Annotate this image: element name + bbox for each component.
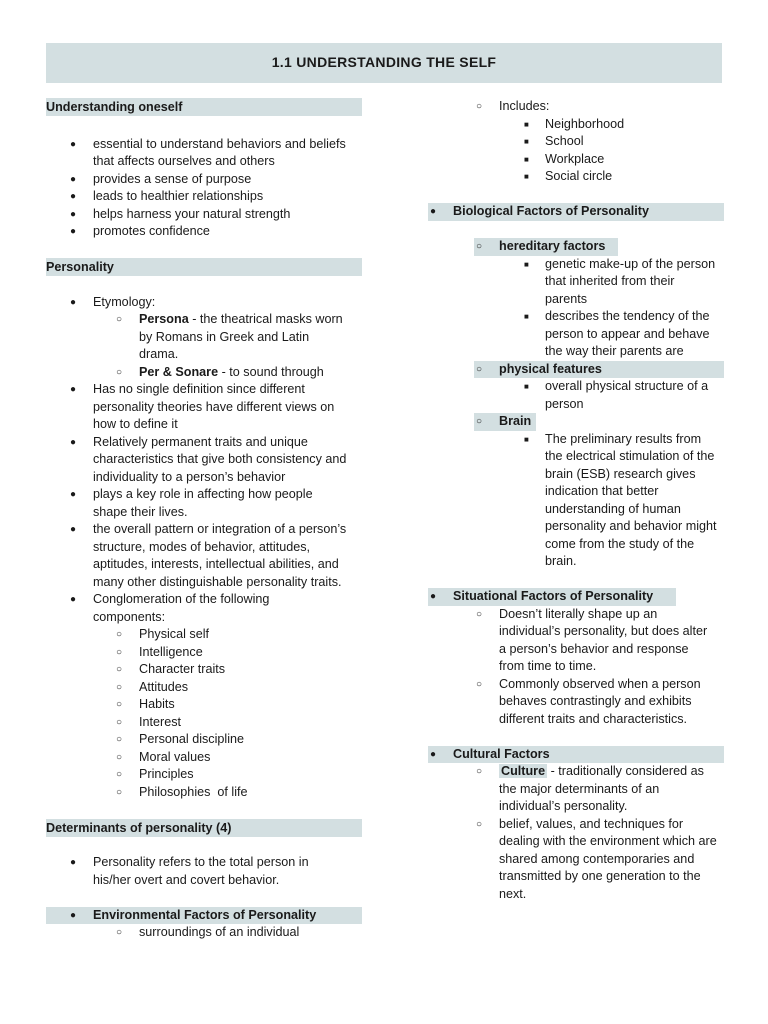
list-item: ○ Culture - traditionally considered as the major determinants of an individual’s personality.	[476, 764, 704, 813]
list-item: ■ overall physical structure of a person	[524, 379, 709, 411]
list-item: ○ Persona - the theatrical masks worn by Romans in Greek and Latin drama.	[116, 312, 343, 361]
subsection-heading-biological: ● Biological Factors of Personality	[428, 203, 724, 221]
list-item: ■ genetic make-up of the person that inherited from their parents	[524, 256, 716, 306]
sub-heading-hereditary: ○ hereditary factors	[474, 238, 618, 256]
subsection-heading-situational: ● Situational Factors of Personality	[428, 588, 676, 606]
list-item: ● Conglomeration of the following components:	[70, 592, 270, 624]
subsection-heading-cultural: ● Cultural Factors	[428, 746, 724, 764]
list-item: ○ surroundings of an individual	[116, 925, 300, 939]
list-item: ● essential to understand behaviors and beliefs that affects ourselves and others	[70, 136, 346, 168]
subsection-heading-environmental: ● Environmental Factors of Personality	[46, 907, 362, 925]
list-item: ■ Neighborhood	[524, 116, 625, 131]
list-item: ● Etymology:	[70, 294, 156, 309]
section-heading-determinants: Determinants of personality (4)	[46, 819, 362, 837]
right-column	[428, 98, 724, 903]
list-item: ● Personality refers to the total person in his/her overt and covert behavior.	[70, 855, 309, 887]
list-item: ■ The preliminary results from the electrical stimulation of the brain (ESB) research gives indication that better understanding of human personality and behavior might come from the study of the brain.	[524, 431, 717, 568]
list-item: ○ Attitudes	[116, 679, 189, 694]
list-item: ■ Social circle	[524, 169, 613, 183]
list-item: ○ Per & Sonare - to sound through	[116, 364, 324, 379]
list-item: ■ describes the tendency of the person to appear and behave the way their parents are	[524, 309, 710, 358]
list-item: ● Relatively permanent traits and unique characteristics that give both consistency and individuality to a person’s behavior	[70, 434, 347, 484]
list-item: ● helps harness your natural strength	[70, 206, 291, 221]
list-item: ● the overall pattern or integration of a person’s structure, modes of behavior, attitudes, aptitudes, interests, intellectual abilities, and many other distinguishable personality traits.	[70, 522, 347, 589]
list-item: ■ Workplace	[524, 151, 605, 166]
left-column	[46, 98, 362, 942]
section-heading-understanding: Understanding oneself	[46, 98, 362, 116]
list-item: ○ belief, values, and techniques for dealing with the environment which are shared among contemporaries and transmitted by one generation to the next.	[476, 816, 717, 901]
list-item: ○ Physical self	[116, 627, 209, 641]
list-item: ○ Moral values	[116, 749, 211, 764]
list-item: ○ Personal discipline	[116, 732, 245, 746]
components-list	[46, 626, 362, 801]
list-item: ○ Commonly observed when a person behaves contrastingly and exhibits different traits and characteristics.	[476, 676, 701, 726]
sub-heading-brain: ○ Brain	[474, 413, 536, 431]
list-item: ● plays a key role in affecting how people shape their lives.	[70, 487, 313, 519]
list-item: ○ Principles	[116, 767, 194, 781]
list-item: ■ School	[524, 134, 584, 148]
sub-heading-physical: ○ physical features	[474, 361, 724, 379]
list-item: ● leads to healthier relationships	[70, 189, 264, 203]
list-item: ○ Habits	[116, 697, 175, 711]
list-item: ○ Character traits	[116, 662, 226, 676]
section-heading-personality: Personality	[46, 258, 362, 276]
list-item: ● provides a sense of purpose	[70, 171, 252, 186]
list-item: ● Has no single definition since different personality theories have different views on how to define it	[70, 382, 335, 431]
list-item: ○ Philosophies of life	[116, 784, 248, 799]
list-item: ○ Doesn’t literally shape up an individual’s personality, but does alter a person’s behavior and response from time to time.	[476, 606, 708, 673]
understanding-list	[46, 136, 362, 241]
page-title: 1.1 UNDERSTANDING THE SELF	[46, 43, 722, 83]
list-item: ● promotes confidence	[70, 224, 210, 238]
includes-list	[428, 116, 724, 186]
list-item: ○ Interest	[116, 714, 181, 729]
list-item: ○ Intelligence	[116, 644, 203, 659]
list-item: ○ Includes:	[476, 99, 550, 113]
